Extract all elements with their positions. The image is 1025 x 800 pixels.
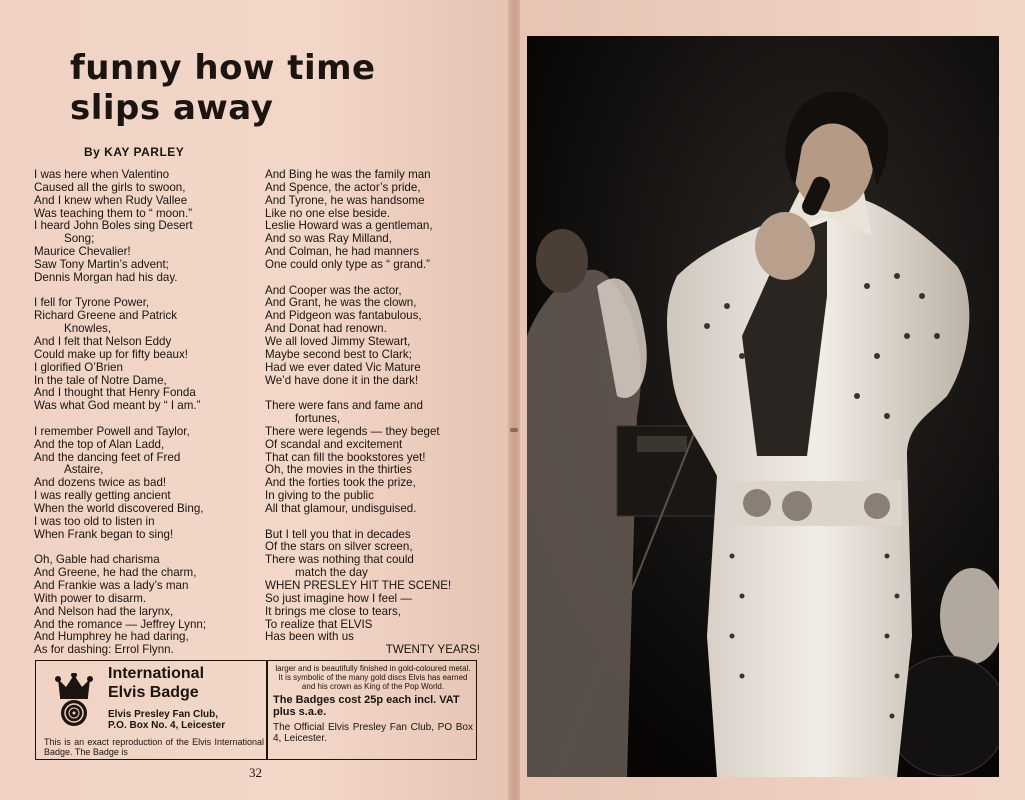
advert-contact: The Official Elvis Presley Fan Club, PO Box 4, Leicester. xyxy=(273,722,473,744)
poem-column-2 xyxy=(265,169,480,670)
crown-badge-icon xyxy=(54,673,94,727)
poem-line: TWENTY YEARS! xyxy=(385,643,480,657)
poem-line: When the world discovered Bing, xyxy=(34,501,204,515)
article-title xyxy=(70,48,470,128)
poem-line: When Frank began to sing! xyxy=(34,527,174,541)
poem-line: Oh, the movies in the thirties xyxy=(265,463,412,477)
poem-line: And Bing he was the family man xyxy=(265,168,431,181)
poem-line: And Nelson had the larynx, xyxy=(34,604,174,618)
badge-advert xyxy=(35,660,477,760)
poem-line: Was teaching them to “ moon.” xyxy=(34,206,193,220)
poem-line: One could only type as “ grand.” xyxy=(265,257,430,271)
poem-line: And I felt that Nelson Eddy xyxy=(34,334,172,348)
advert-note: This is an exact reproduction of the Elvis International Badge. The Badge is xyxy=(44,737,264,757)
page-number: 32 xyxy=(249,765,262,780)
poem-line: Could make up for fifty beaux! xyxy=(34,347,189,361)
staple xyxy=(510,428,518,432)
poem-line: Maurice Chevalier! xyxy=(34,245,131,259)
poem-line: Knowles, xyxy=(64,322,112,336)
poem-line: And the dancing feet of Fred xyxy=(34,450,181,464)
poem-stanza xyxy=(34,426,262,542)
poem-line: To realize that ELVIS xyxy=(265,617,373,631)
poem-line: Saw Tony Martin’s advent; xyxy=(34,257,169,271)
poem-line: And I knew when Rudy Vallee xyxy=(34,193,188,207)
poem-line: Had we ever dated Vic Mature xyxy=(265,360,421,374)
advert-description: larger and is beautifully finished in gold-coloured metal. It is symbolic of the many gold discs Elvis has earned and his crown as King of the Pop World. xyxy=(275,664,471,691)
poem-line: In the tale of Notre Dame, xyxy=(34,373,167,387)
title-line-1: funny how time xyxy=(70,48,376,88)
poem-column-1 xyxy=(34,169,262,670)
poem-line: We’d have done it in the dark! xyxy=(265,373,419,387)
poem-line: Like no one else beside. xyxy=(265,206,391,220)
poem-stanza xyxy=(34,554,262,657)
poem-line: And the romance — Jeffrey Lynn; xyxy=(34,617,207,631)
advert-title xyxy=(108,664,204,702)
poem-line: That can fill the bookstores yet! xyxy=(265,450,426,464)
poem-line: I was really getting ancient xyxy=(34,489,171,503)
poem-line: I was too old to listen in xyxy=(34,514,155,528)
poem-stanza xyxy=(265,285,480,388)
poem-stanza xyxy=(34,297,262,413)
advert-right-panel xyxy=(273,664,473,744)
poem-line: Maybe second best to Clark; xyxy=(265,347,412,361)
advert-title-line-1: International xyxy=(108,665,205,682)
poem-line: I heard John Boles sing Desert xyxy=(34,219,193,233)
poem-line: There were legends — they beget xyxy=(265,424,440,438)
advert-price: The Badges cost 25p each incl. VAT plus s.a.e. xyxy=(273,694,460,718)
poem-line: I fell for Tyrone Power, xyxy=(34,296,150,310)
poem-line: fortunes, xyxy=(295,412,341,426)
poem-line: There were fans and fame and xyxy=(265,399,423,413)
poem-line: Has been with us xyxy=(265,630,354,644)
poem-line: And Pidgeon was fantabulous, xyxy=(265,309,422,323)
poem-line: There was nothing that could xyxy=(265,553,414,567)
poem-line: Astaire, xyxy=(64,463,104,477)
poem-line: And Humphrey he had daring, xyxy=(34,630,189,644)
poem-line: I remember Powell and Taylor, xyxy=(34,424,190,438)
poem-line: And the top of Alan Ladd, xyxy=(34,437,165,451)
poem-line: I glorified O’Brien xyxy=(34,360,123,374)
poem-line: Of scandal and excitement xyxy=(265,437,403,451)
advert-title-line-2: Elvis Badge xyxy=(108,684,199,701)
poem-line: But I tell you that in decades xyxy=(265,527,411,541)
poem-stanza xyxy=(265,529,480,657)
poem-line: Song; xyxy=(64,232,95,246)
poem-line: And I thought that Henry Fonda xyxy=(34,386,196,400)
poem-line: And so was Ray Milland, xyxy=(265,232,392,246)
poem-line: And Donat had renown. xyxy=(265,322,387,336)
poem-line: WHEN PRESLEY HIT THE SCENE! xyxy=(265,579,452,592)
advert-address xyxy=(108,709,225,731)
poem-line: And Frankie was a lady’s man xyxy=(34,579,189,592)
title-line-2: slips away xyxy=(70,88,274,128)
poem-line: Dennis Morgan had his day. xyxy=(34,270,178,284)
poem-line: And Greene, he had the charm, xyxy=(34,566,197,580)
byline: By KAY PARLEY xyxy=(84,145,185,159)
poem-line: I was here when Valentino xyxy=(34,168,170,181)
poem-line: And Cooper was the actor, xyxy=(265,283,402,297)
advert-left-panel xyxy=(36,661,266,759)
poem-stanza xyxy=(265,400,480,516)
poem-line: And the forties took the prize, xyxy=(265,476,416,490)
poem-line: Oh, Gable had charisma xyxy=(34,553,160,567)
poem-stanza xyxy=(265,169,480,272)
poem-line: And Colman, he had manners xyxy=(265,245,420,259)
singer-on-stage-photo xyxy=(527,36,999,777)
advert-club-line-1: Elvis Presley Fan Club, xyxy=(108,709,219,720)
poem-line: Leslie Howard was a gentleman, xyxy=(265,219,433,233)
poem-line: match the day xyxy=(295,566,368,580)
poem-line: And Tyrone, he was handsome xyxy=(265,193,425,207)
advert-club-line-2: P.O. Box No. 4, Leicester xyxy=(108,720,226,731)
poem-line: We all loved Jimmy Stewart, xyxy=(265,334,411,348)
poem-line: With power to disarm. xyxy=(34,591,147,605)
poem-line: In giving to the public xyxy=(265,489,374,503)
poem-line: And dozens twice as bad! xyxy=(34,476,167,490)
poem-stanza xyxy=(34,169,262,285)
poem-line: As for dashing: Errol Flynn. xyxy=(34,643,174,657)
photo-illustration xyxy=(527,36,999,777)
poem-line: So just imagine how I feel — xyxy=(265,591,412,605)
poem-line: And Spence, the actor’s pride, xyxy=(265,180,421,194)
poem-line: It brings me close to tears, xyxy=(265,604,401,618)
poem-line: Of the stars on silver screen, xyxy=(265,540,413,554)
poem-line: And Grant, he was the clown, xyxy=(265,296,417,310)
poem-line: All that glamour, undisguised. xyxy=(265,501,417,515)
poem-line: Caused all the girls to swoon, xyxy=(34,180,186,194)
poem-line: Richard Greene and Patrick xyxy=(34,309,178,323)
poem-line: Was what God meant by “ I am.” xyxy=(34,399,201,413)
advert-divider xyxy=(266,661,268,759)
